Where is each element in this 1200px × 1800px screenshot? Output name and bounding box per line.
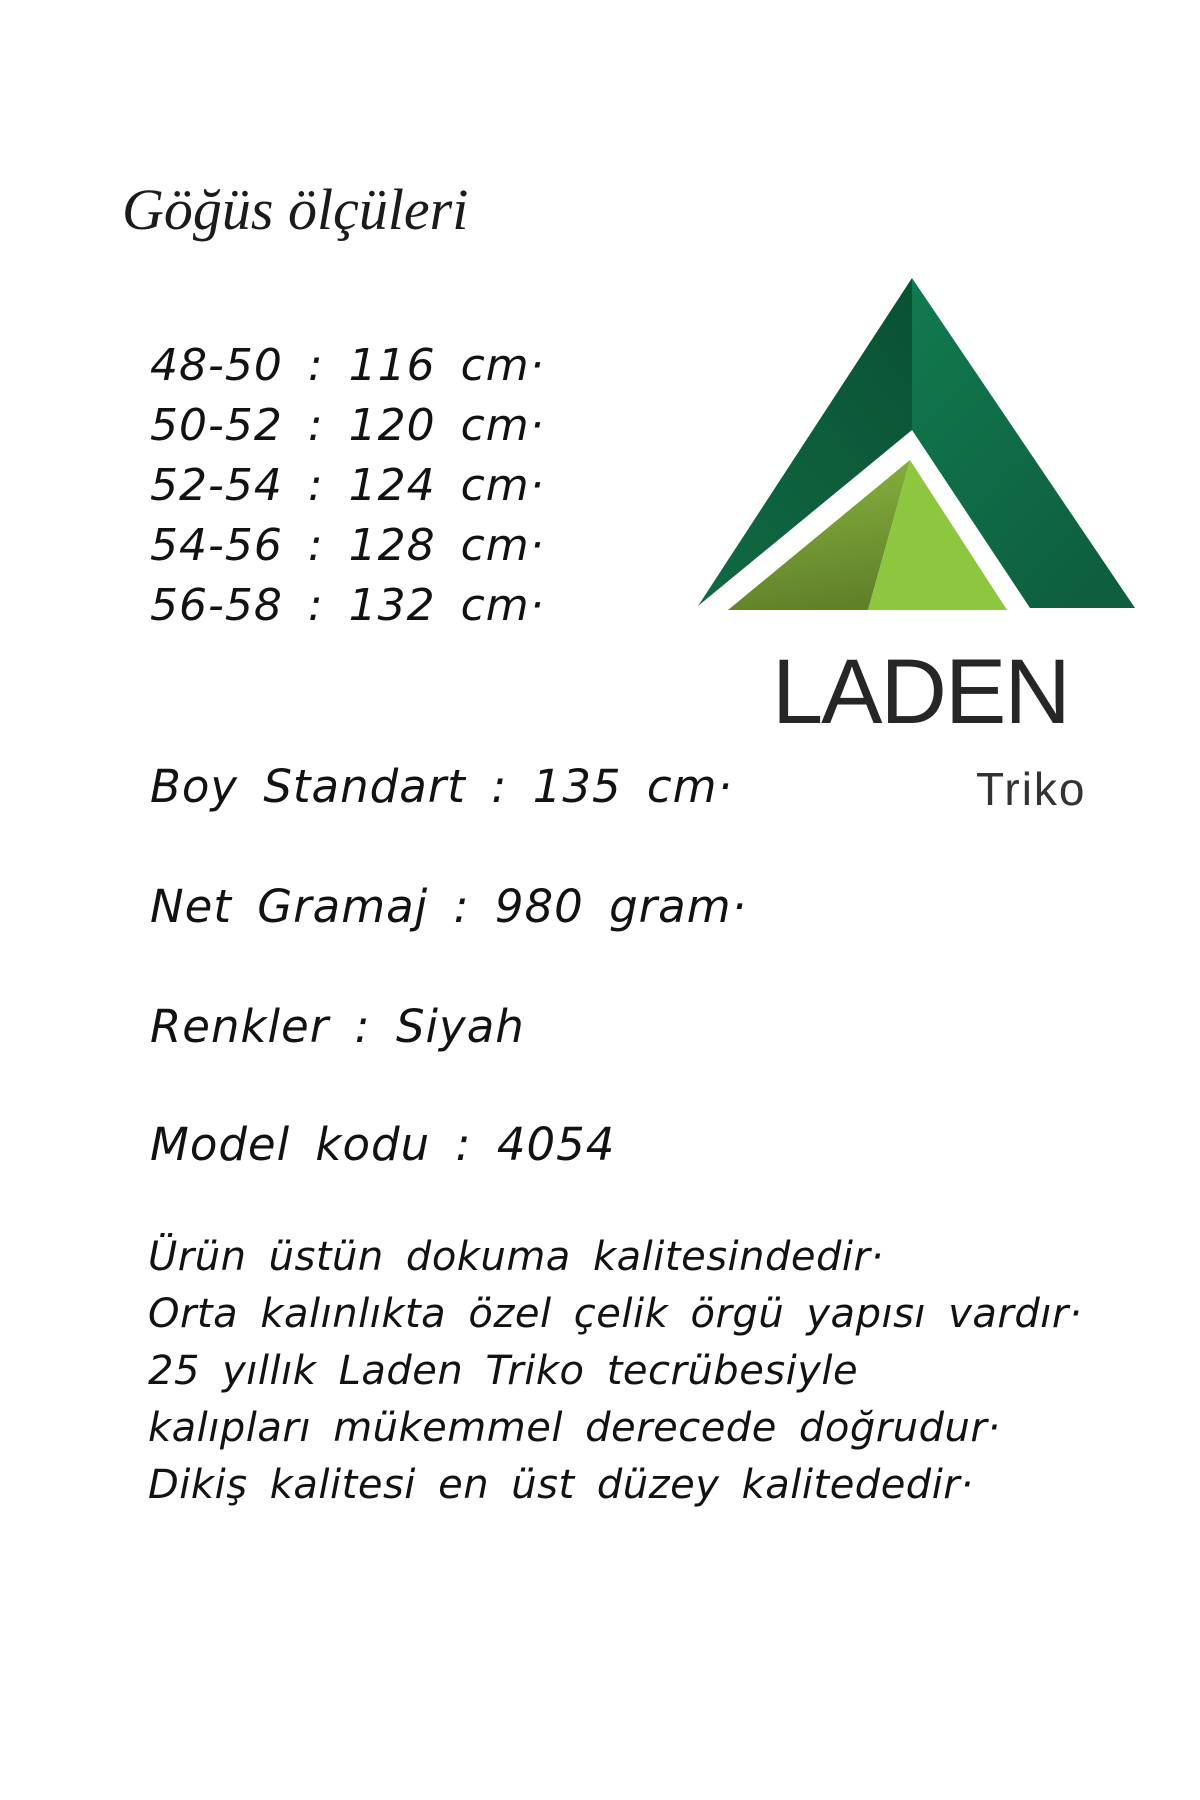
description-line: Ürün üstün dokuma kalitesindedir· xyxy=(148,1234,884,1280)
measurement-line: 52-54 : 124 cm· xyxy=(150,460,545,511)
description-line: Dikiş kalitesi en üst düzey kalitededir· xyxy=(148,1462,974,1508)
measurement-line: 48-50 : 116 cm· xyxy=(150,340,545,391)
chest-measurements-list xyxy=(150,336,545,636)
detail-height: Boy Standart : 135 cm· xyxy=(150,760,733,813)
page-title: Göğüs ölçüleri xyxy=(122,177,469,242)
product-description xyxy=(148,1229,1082,1514)
measurement-line: 50-52 : 120 cm· xyxy=(150,400,545,451)
detail-weight: Net Gramaj : 980 gram· xyxy=(150,880,747,933)
description-line: 25 yıllık Laden Triko tecrübesiyle xyxy=(148,1348,859,1394)
detail-colors: Renkler : Siyah xyxy=(150,1000,525,1053)
measurement-line: 56-58 : 132 cm· xyxy=(150,580,545,631)
brand-subtitle: Triko xyxy=(976,763,1087,815)
description-line: kalıpları mükemmel derecede doğrudur· xyxy=(148,1405,1001,1451)
brand-wordmark: LADEN xyxy=(772,641,1069,743)
mountain-triangle-icon xyxy=(690,268,1150,618)
detail-model-code: Model kodu : 4054 xyxy=(150,1118,616,1171)
description-line: Orta kalınlıkta özel çelik örgü yapısı vardır· xyxy=(148,1291,1083,1337)
measurement-line: 54-56 : 128 cm· xyxy=(150,520,545,571)
